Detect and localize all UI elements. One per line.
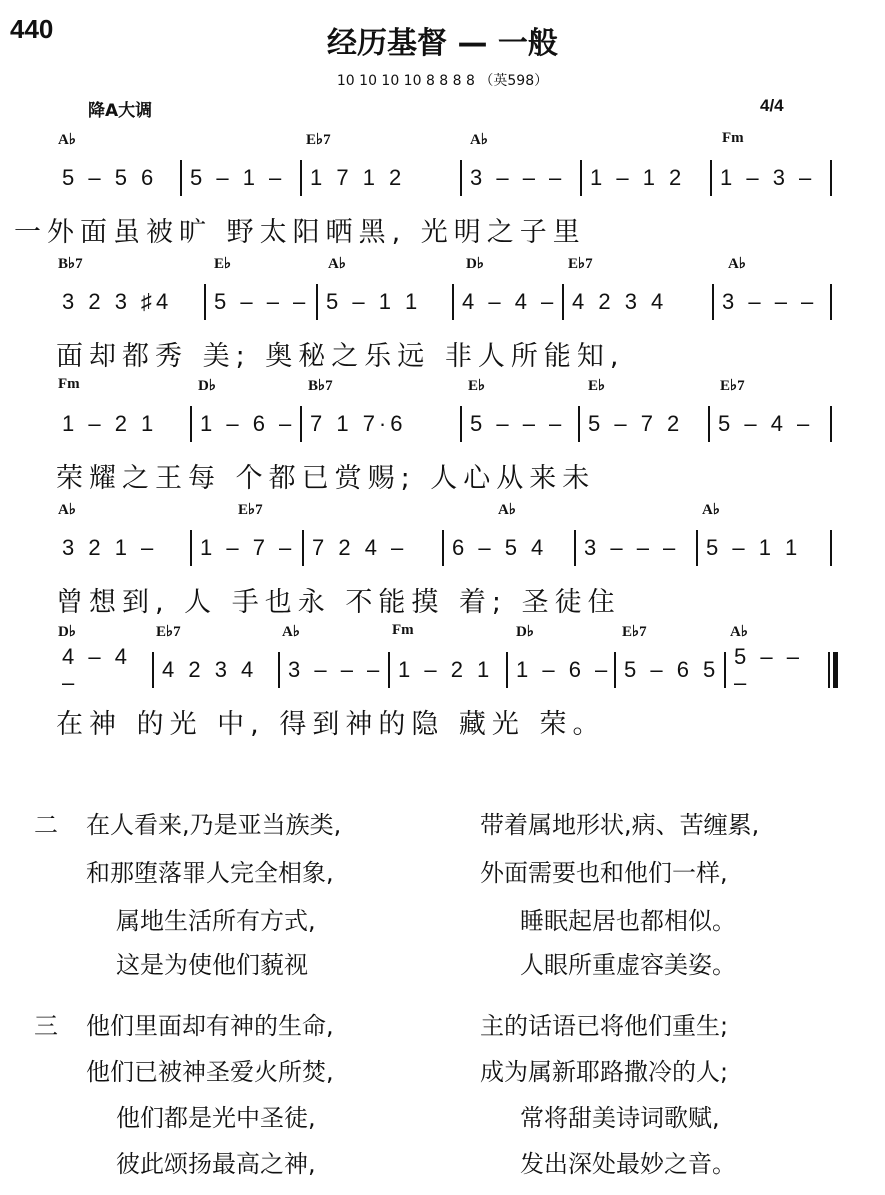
measure: 1 – 2 1 (62, 411, 158, 436)
chord: E♭7 (568, 256, 593, 272)
notation-line (0, 160, 885, 196)
chord: B♭7 (58, 256, 83, 272)
chord: A♭ (58, 502, 76, 518)
chord: Fm (392, 622, 414, 638)
verse-line: 睡眠起居也都相似。 (520, 907, 736, 935)
measure: 3 2 1 – (62, 535, 158, 560)
bar-line (830, 160, 832, 196)
lyric-line: 在神 的光 中, 得到神的隐 藏光 荣。 (56, 709, 606, 740)
measure: 4 – 4 – (62, 644, 131, 695)
measure: 3 – – – (574, 530, 696, 566)
verse-line: 属地生活所有方式, (116, 907, 316, 935)
chord: E♭ (468, 378, 486, 394)
chord: D♭ (466, 256, 484, 272)
measure: 6 – 5 4 (442, 530, 574, 566)
hymn-title: 经历基督 — 一般 (327, 26, 558, 61)
verse-line: 他们里面却有神的生命, (86, 1012, 334, 1040)
verse-line: 常将甜美诗词歌赋, (520, 1104, 720, 1132)
measure: 5 – 1 1 (316, 284, 452, 320)
verse-line: 成为属新耶路撒冷的人; (480, 1058, 729, 1086)
chord: E♭ (214, 256, 232, 272)
chord: E♭ (588, 378, 606, 394)
measure: 5 – – – (204, 284, 316, 320)
verse-number: 三 (34, 1012, 58, 1040)
time-signature: 4/4 (760, 96, 784, 115)
music-system-4 (0, 500, 885, 624)
key-signature: 降A大调 (88, 101, 153, 121)
measure: 3 – – – (278, 652, 388, 688)
measure: 5 – 1 – (180, 160, 300, 196)
chord: D♭ (58, 624, 76, 640)
verse-line: 人眼所重虚容美姿。 (520, 951, 736, 979)
chord: E♭7 (306, 132, 331, 148)
measure: 1 – 2 1 (388, 652, 506, 688)
chord: A♭ (730, 624, 748, 640)
measure: 5 – 4 – (708, 406, 832, 442)
verse-line: 这是为使他们藐视 (116, 951, 308, 979)
measure: 4 – 4 – (452, 284, 562, 320)
chord: A♭ (498, 502, 516, 518)
measure: 5 – – – (724, 652, 828, 688)
music-system-5 (0, 622, 885, 746)
verse-line: 带着属地形状,病、苦缠累, (480, 811, 760, 839)
measure: 5 – – – (460, 406, 578, 442)
music-system-1 (0, 130, 885, 254)
verse-line: 他们已被神圣爱火所焚, (86, 1058, 334, 1086)
bar-line (830, 406, 832, 442)
measure: 3 – – – (460, 160, 580, 196)
notation-line (0, 406, 885, 442)
verse-line: 外面需要也和他们一样, (480, 859, 728, 887)
verse-number: 二 (34, 811, 58, 839)
final-bar-line (828, 652, 838, 688)
chord: A♭ (702, 502, 720, 518)
measure: 7 1 7·6 (300, 406, 460, 442)
hymn-number: 440 (10, 14, 54, 44)
chord: A♭ (470, 132, 488, 148)
verse-line: 发出深处最妙之音。 (520, 1150, 736, 1178)
measure: 4 2 3 4 (562, 284, 712, 320)
chord: A♭ (282, 624, 300, 640)
measure: 1 – 3 – (710, 160, 832, 196)
measure: 3 2 3 ♯4 (62, 289, 173, 314)
chord: D♭ (516, 624, 534, 640)
notation-line (0, 284, 885, 320)
measure: 5 – 5 6 (62, 165, 158, 190)
chord: A♭ (328, 256, 346, 272)
notation-line (0, 530, 885, 566)
verse-line: 他们都是光中圣徒, (116, 1104, 316, 1132)
verse-line: 主的话语已将他们重生; (480, 1012, 729, 1040)
meter-line: 10 10 10 10 8 8 8 8 （英598） (336, 73, 549, 89)
chord: E♭7 (720, 378, 745, 394)
lyric-line: 曾想到, 人 手也永 不能摸 着; 圣徒住 (56, 587, 621, 618)
music-system-2 (0, 254, 885, 378)
chord: Fm (58, 376, 80, 392)
measure: 5 – 1 1 (696, 530, 832, 566)
lyric-line: 面却都秀 美; 奥秘之乐远 非人所能知, (56, 341, 625, 372)
measure: 1 7 1 2 (300, 160, 460, 196)
lyric-line: 荣耀之王每 个都已赏赐; 人心从来未 (56, 463, 596, 494)
bar-line (830, 530, 832, 566)
verse-line: 在人看来,乃是亚当族类, (86, 811, 342, 839)
measure: 7 2 4 – (302, 530, 442, 566)
chord: E♭7 (238, 502, 263, 518)
lyric-line: 一外面虽被旷 野太阳晒黑, 光明之子里 (14, 217, 586, 248)
chord: Fm (722, 130, 744, 146)
measure: 1 – 1 2 (580, 160, 710, 196)
music-system-3 (0, 376, 885, 500)
measure: 4 2 3 4 (152, 652, 278, 688)
chord: E♭7 (156, 624, 181, 640)
measure: 3 – – – (712, 284, 832, 320)
verse-line: 和那堕落罪人完全相象, (86, 859, 334, 887)
measure: 5 – 7 2 (578, 406, 708, 442)
chord: A♭ (58, 132, 76, 148)
measure: 5 – 6 5 (614, 652, 724, 688)
notation-line (0, 644, 885, 695)
chord: B♭7 (308, 378, 333, 394)
measure: 1 – 7 – (190, 530, 302, 566)
chord: A♭ (728, 256, 746, 272)
chord: D♭ (198, 378, 216, 394)
bar-line (830, 284, 832, 320)
chord: E♭7 (622, 624, 647, 640)
measure: 1 – 6 – (190, 406, 300, 442)
verse-line: 彼此颂扬最高之神, (116, 1150, 316, 1178)
measure: 1 – 6 – (506, 652, 614, 688)
